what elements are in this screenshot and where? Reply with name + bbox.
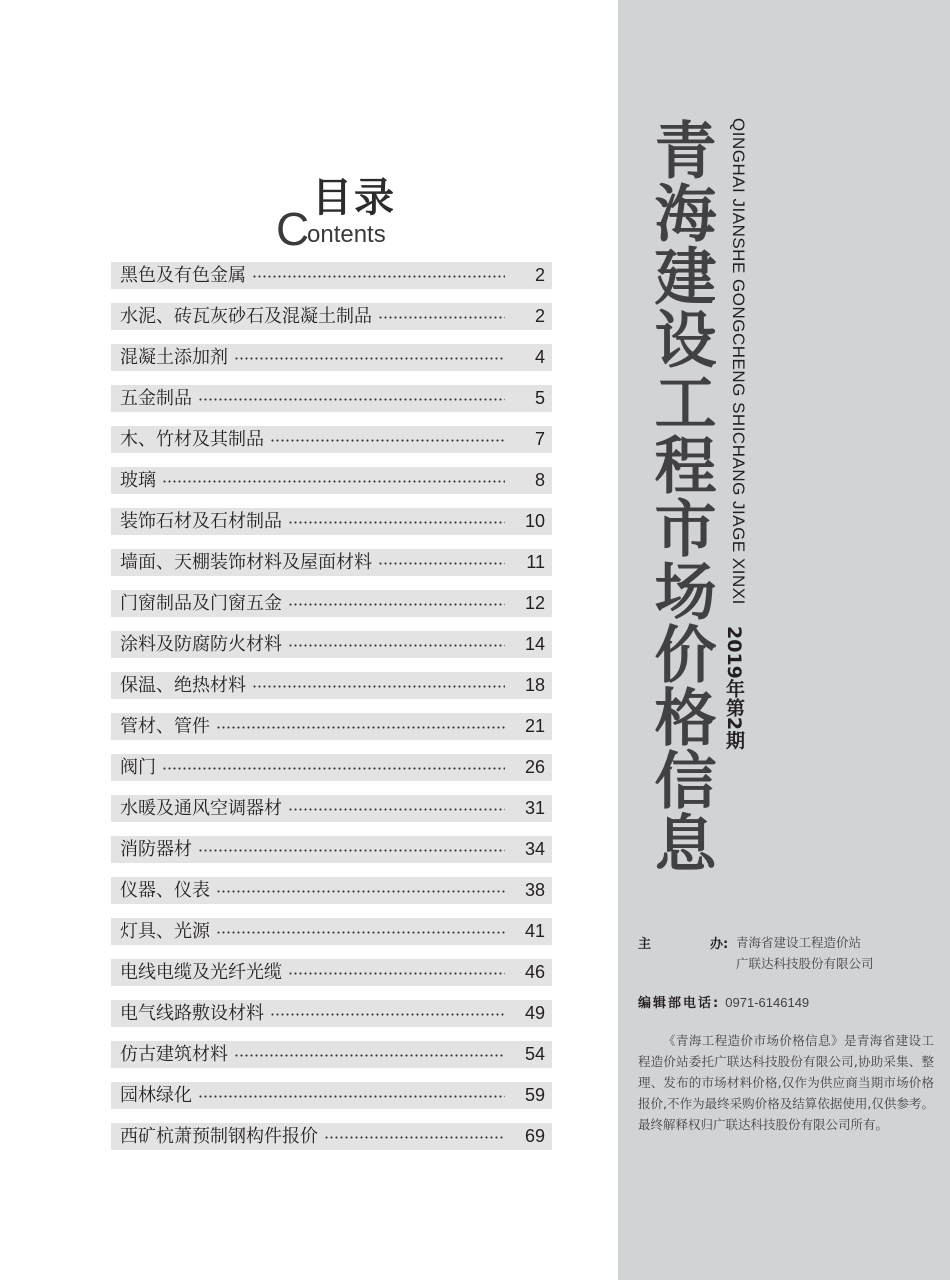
- toc-entry-label: 木、竹材及其制品: [120, 429, 264, 450]
- toc-entry-page: 11: [526, 552, 545, 572]
- toc-entry-page: 41: [524, 921, 545, 941]
- toc-entry-page: 5: [534, 388, 545, 408]
- toc-leader-dots: [288, 521, 505, 524]
- issue-number: 2019年第2期: [723, 626, 745, 750]
- toc-entry[interactable]: [111, 959, 552, 986]
- toc-entry-page: 21: [524, 716, 545, 736]
- toc-heading-en: ontents: [307, 221, 386, 248]
- editorial-phone: [638, 992, 938, 1011]
- toc-leader-dots: [216, 931, 505, 934]
- toc-entry-page: 14: [524, 634, 545, 654]
- magazine-pinyin: QINGHAI JIANSHE GONGCHENG SHICHANG JIAGE XINXI: [729, 118, 748, 605]
- toc-entry[interactable]: [111, 1123, 552, 1150]
- toc-entry-label: 保温、绝热材料: [120, 675, 246, 696]
- toc-entry-label: 管材、管件: [120, 716, 210, 737]
- toc-heading-initial: C: [276, 203, 310, 255]
- toc-entry-label: 仿古建筑材料: [120, 1044, 228, 1065]
- toc-entry-label: 黑色及有色金属: [120, 265, 246, 286]
- toc-entry[interactable]: [111, 467, 552, 494]
- toc-list: [111, 262, 552, 1164]
- toc-entry[interactable]: [111, 303, 552, 330]
- toc-entry[interactable]: [111, 918, 552, 945]
- toc-leader-dots: [234, 357, 505, 360]
- toc-entry-label: 五金制品: [120, 388, 192, 409]
- toc-leader-dots: [252, 275, 505, 278]
- toc-entry-page: 4: [534, 347, 545, 367]
- toc-leader-dots: [378, 562, 505, 565]
- toc-heading-cn: 目录: [312, 175, 396, 221]
- toc-entry-page: 26: [524, 757, 545, 777]
- host-label-2: 办:: [710, 937, 729, 952]
- toc-leader-dots: [162, 767, 505, 770]
- toc-leader-dots: [288, 808, 505, 811]
- toc-entry[interactable]: [111, 549, 552, 576]
- toc-leader-dots: [324, 1136, 505, 1139]
- toc-entry-page: 2: [534, 265, 545, 285]
- toc-entry-label: 电气线路敷设材料: [120, 1003, 264, 1024]
- toc-entry-page: 18: [524, 675, 545, 695]
- toc-entry-label: 消防器材: [120, 839, 192, 860]
- publication-notice: 《青海工程造价市场价格信息》是青海省建设工程造价站委托广联达科技股份有限公司,协助采集、整理、发布的市场材料价格,仅作为供应商当期市场价格报价,不作为最终采购价格及结算依据使用,仅供参考。最终解释权归广联达科技股份有限公司所有。: [638, 1033, 934, 1132]
- toc-leader-dots: [216, 726, 505, 729]
- toc-entry-label: 园林绿化: [120, 1085, 192, 1106]
- toc-entry[interactable]: [111, 508, 552, 535]
- magazine-title: 青海建设工程市场价格信息: [644, 118, 717, 874]
- toc-entry[interactable]: [111, 1041, 552, 1068]
- toc-entry[interactable]: [111, 877, 552, 904]
- toc-entry-page: 34: [524, 839, 545, 859]
- toc-entry-label: 仪器、仪表: [120, 880, 210, 901]
- toc-entry-page: 49: [524, 1003, 545, 1023]
- toc-entry-label: 西矿杭萧预制钢构件报价: [120, 1126, 318, 1147]
- toc-entry-page: 54: [524, 1044, 545, 1064]
- toc-leader-dots: [270, 439, 505, 442]
- toc-entry-page: 69: [524, 1126, 545, 1146]
- phone-number: 0971-6146149: [725, 995, 810, 1010]
- toc-entry[interactable]: [111, 262, 552, 289]
- toc-entry-label: 水暖及通风空调器材: [120, 798, 282, 819]
- toc-entry-label: 装饰石材及石材制品: [120, 511, 282, 532]
- toc-leader-dots: [198, 398, 505, 401]
- toc-entry-page: 46: [524, 962, 545, 982]
- toc-entry[interactable]: [111, 836, 552, 863]
- toc-entry-page: 59: [524, 1085, 545, 1105]
- toc-leader-dots: [288, 644, 505, 647]
- toc-leader-dots: [162, 480, 505, 483]
- toc-entry-page: 38: [524, 880, 545, 900]
- toc-entry[interactable]: [111, 344, 552, 371]
- toc-leader-dots: [198, 1095, 505, 1098]
- toc-entry-label: 阀门: [120, 757, 156, 778]
- toc-entry-page: 12: [524, 593, 545, 613]
- toc-leader-dots: [288, 603, 505, 606]
- phone-label: 编辑部电话:: [638, 996, 721, 1011]
- toc-heading: [276, 170, 416, 255]
- toc-entry-page: 7: [534, 429, 545, 449]
- toc-entry[interactable]: [111, 795, 552, 822]
- toc-leader-dots: [270, 1013, 505, 1016]
- toc-entry-page: 8: [534, 470, 545, 490]
- toc-entry[interactable]: [111, 713, 552, 740]
- toc-entry[interactable]: [111, 672, 552, 699]
- host-label-1: 主: [638, 937, 652, 952]
- host-organization-1: 青海省建设工程造价站: [736, 935, 862, 950]
- toc-entry-page: 31: [524, 798, 545, 818]
- toc-leader-dots: [288, 972, 505, 975]
- toc-leader-dots: [216, 890, 505, 893]
- toc-entry-label: 水泥、砖瓦灰砂石及混凝土制品: [120, 306, 372, 327]
- host-organization-2: 广联达科技股份有限公司: [736, 956, 874, 971]
- toc-leader-dots: [378, 316, 505, 319]
- toc-entry-label: 墙面、天棚装饰材料及屋面材料: [120, 552, 372, 573]
- toc-entry-label: 玻璃: [120, 470, 156, 491]
- toc-entry-label: 涂料及防腐防火材料: [120, 634, 282, 655]
- toc-leader-dots: [252, 685, 505, 688]
- toc-entry-label: 灯具、光源: [120, 921, 210, 942]
- toc-entry-label: 门窗制品及门窗五金: [120, 593, 282, 614]
- toc-entry[interactable]: [111, 754, 552, 781]
- toc-entry[interactable]: [111, 385, 552, 412]
- toc-entry[interactable]: [111, 1082, 552, 1109]
- toc-entry[interactable]: [111, 590, 552, 617]
- toc-entry-label: 电线电缆及光纤光缆: [120, 962, 282, 983]
- toc-leader-dots: [234, 1054, 505, 1057]
- toc-entry[interactable]: [111, 631, 552, 658]
- toc-entry-page: 10: [524, 511, 545, 531]
- toc-leader-dots: [198, 849, 505, 852]
- toc-entry[interactable]: [111, 1000, 552, 1027]
- toc-entry-page: 2: [534, 306, 545, 326]
- toc-entry[interactable]: [111, 426, 552, 453]
- toc-entry-label: 混凝土添加剂: [120, 347, 228, 368]
